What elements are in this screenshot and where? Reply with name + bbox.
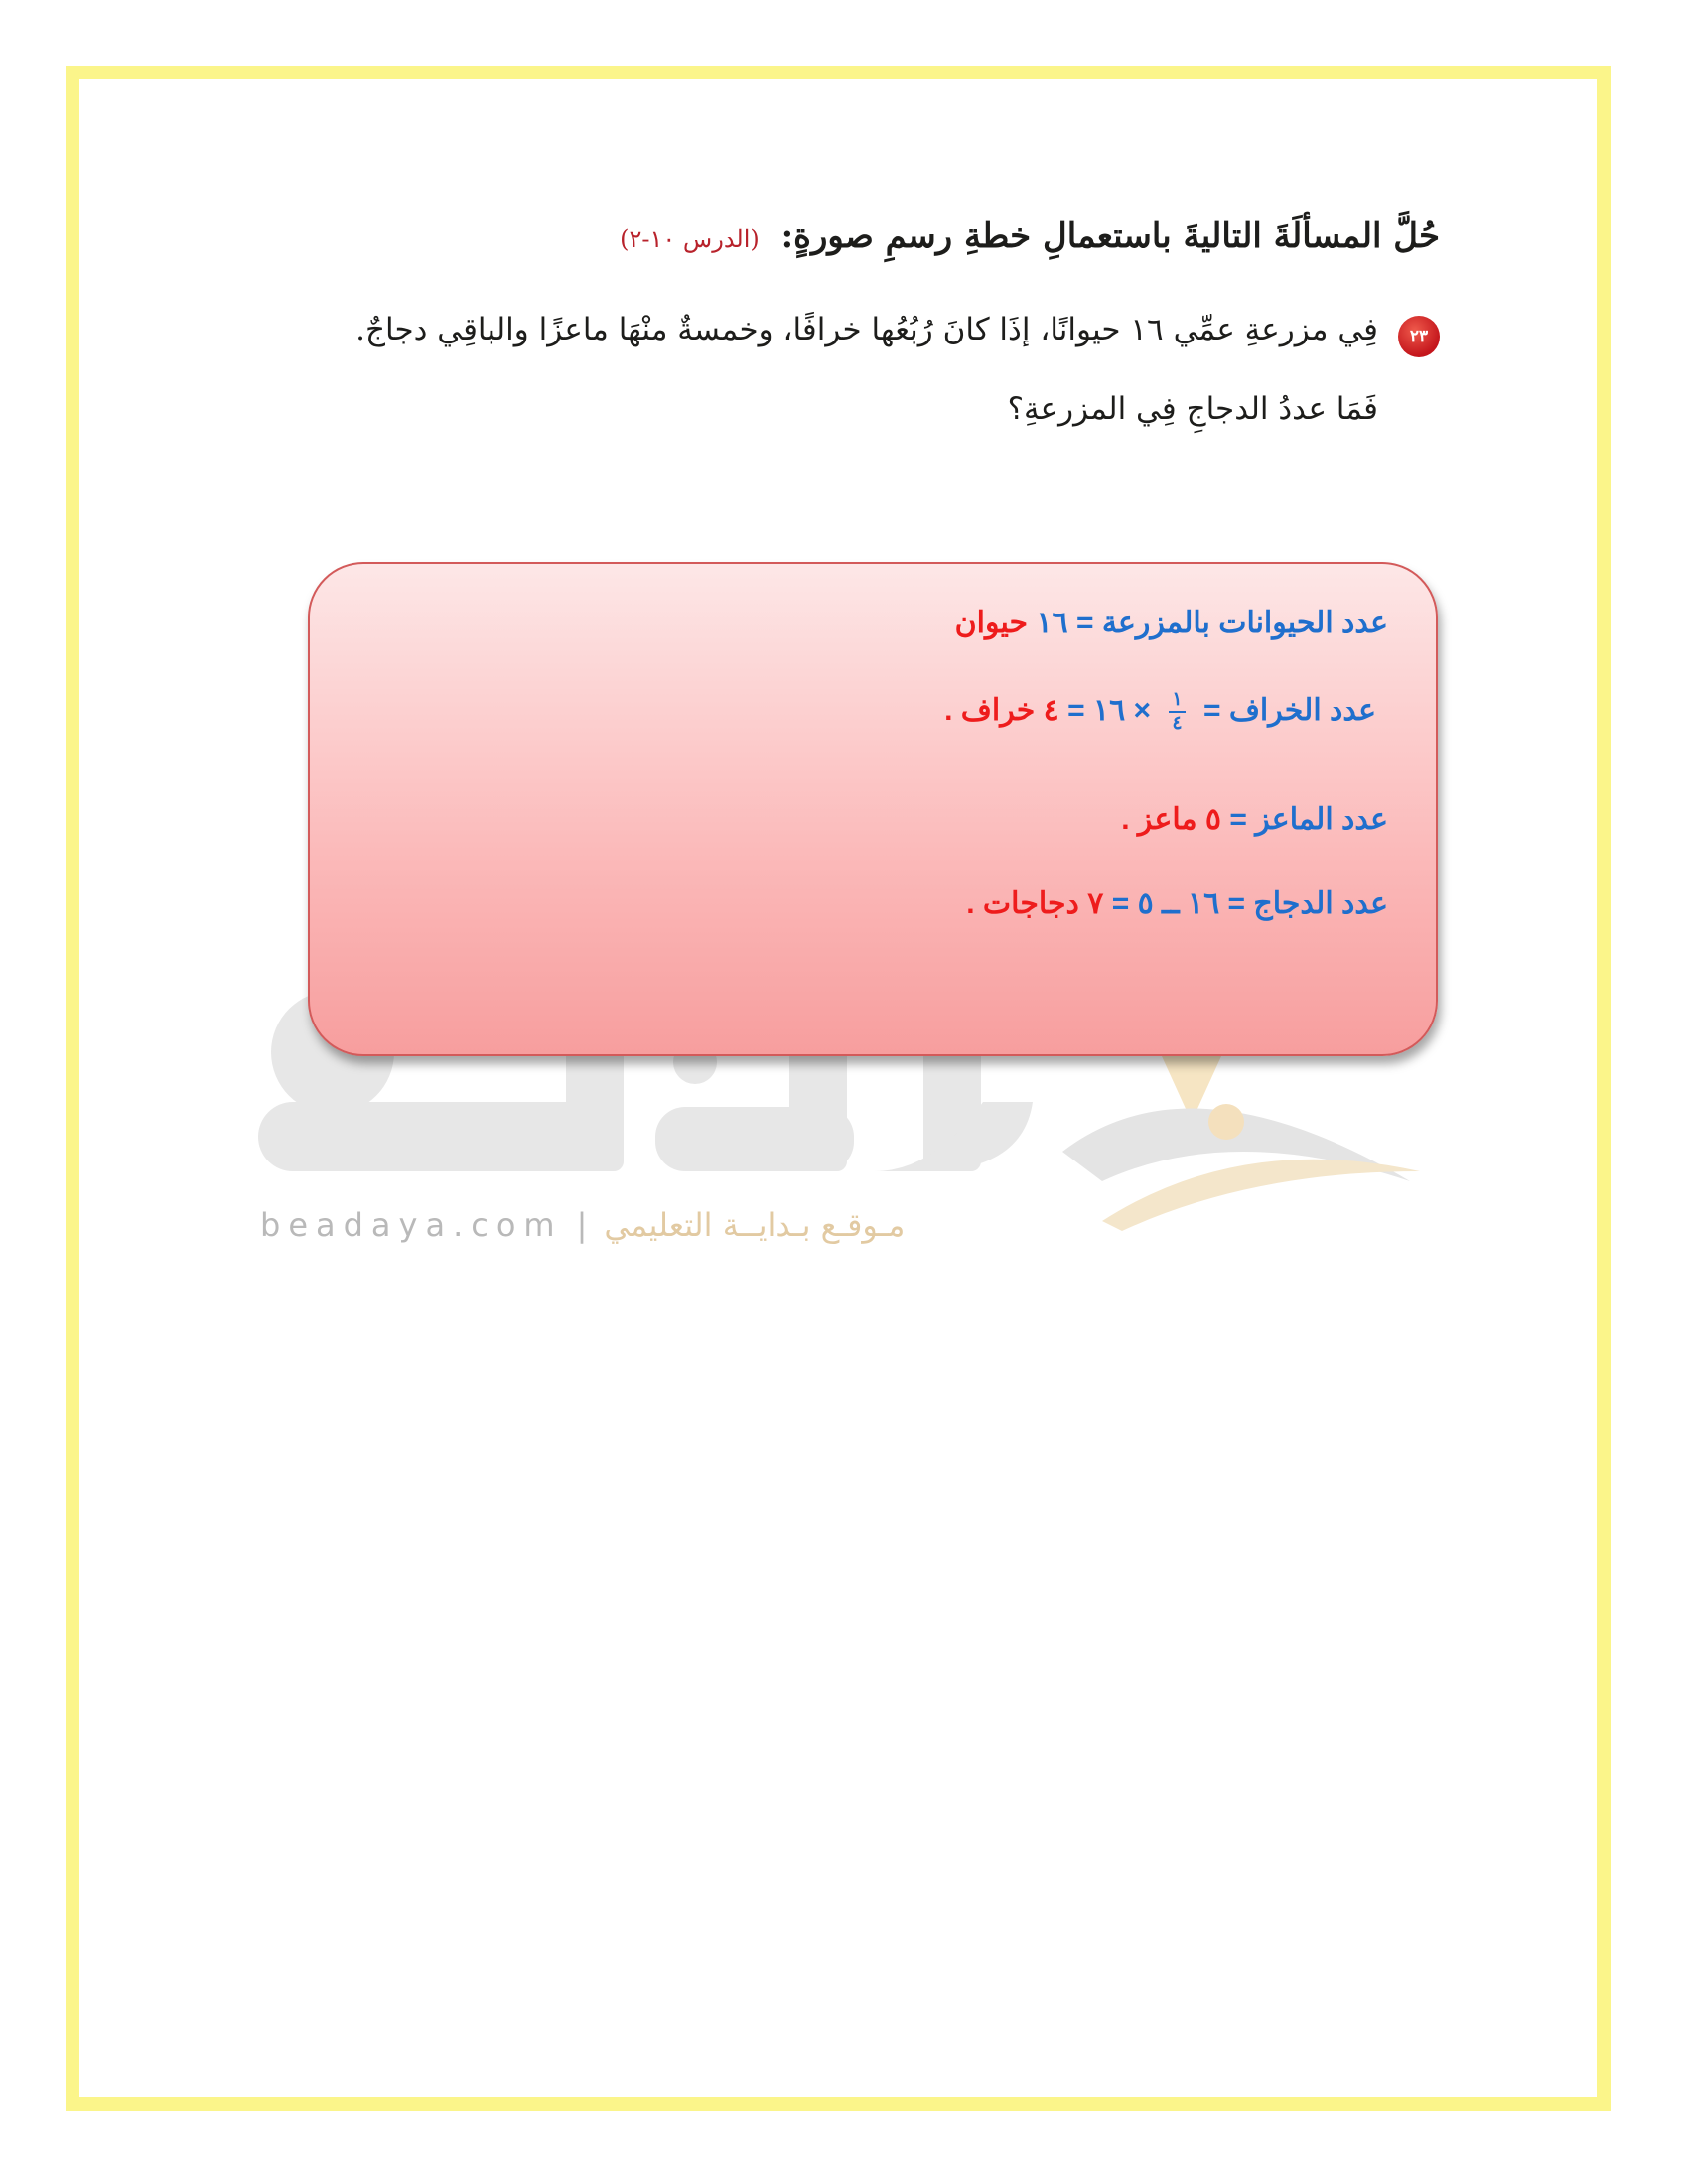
fraction-quarter [1169,689,1185,735]
heading-text: حُلَّ المسألَةَ التاليةَ باستعمالِ خطةِ رسمِ صورةٍ: [780,216,1440,256]
watermark-site: beadaya.com [260,1206,563,1244]
answer-line2-label: عدد الخراف = [1202,693,1376,727]
answer-line-chickens [966,887,1388,921]
answer-box [308,562,1438,1056]
answer-line4-label: عدد الدجاج = ١٦ ــ ٥ = [1111,887,1388,920]
answer-line3-label: عدد الماعز = [1229,803,1388,836]
question-number-badge: ٢٣ [1398,316,1440,357]
answer-line4-result: ٧ دجاجات . [966,887,1104,920]
answer-line2-result: ٤ خراف . [944,693,1059,727]
answer-line1-result: حيوان [954,607,1029,639]
answer-line-goats [1121,802,1388,837]
question-text-line2: فَمَا عددُ الدجاجِ فِي المزرعةِ؟ [1007,391,1378,427]
answer-line-animals [955,606,1388,640]
lesson-reference: (الدرس ١٠-٢) [620,225,760,253]
fraction-denominator: ٤ [1172,712,1183,734]
answer-line2-expr: × ١٦ = [1067,693,1152,727]
answer-line-sheep [944,689,1376,735]
question-text-line1: فِي مزرعةِ عمِّي ١٦ حيوانًا، إذَا كانَ رُبُعُها خرافًا، وخمسةٌ منْهَا ماعزًا والباقِي دجاجٌ. [355,312,1378,347]
watermark-caption [260,1206,1074,1244]
watermark-separator: | [576,1206,591,1244]
answer-line1-label: عدد الحيوانات بالمزرعة = ١٦ [1036,607,1388,639]
question-heading [620,216,1440,256]
answer-line3-result: ٥ ماعز . [1121,803,1222,836]
fraction-numerator: ١ [1169,689,1185,713]
watermark-arabic: مـوقـع بـدايــة التعليمي [604,1206,906,1244]
